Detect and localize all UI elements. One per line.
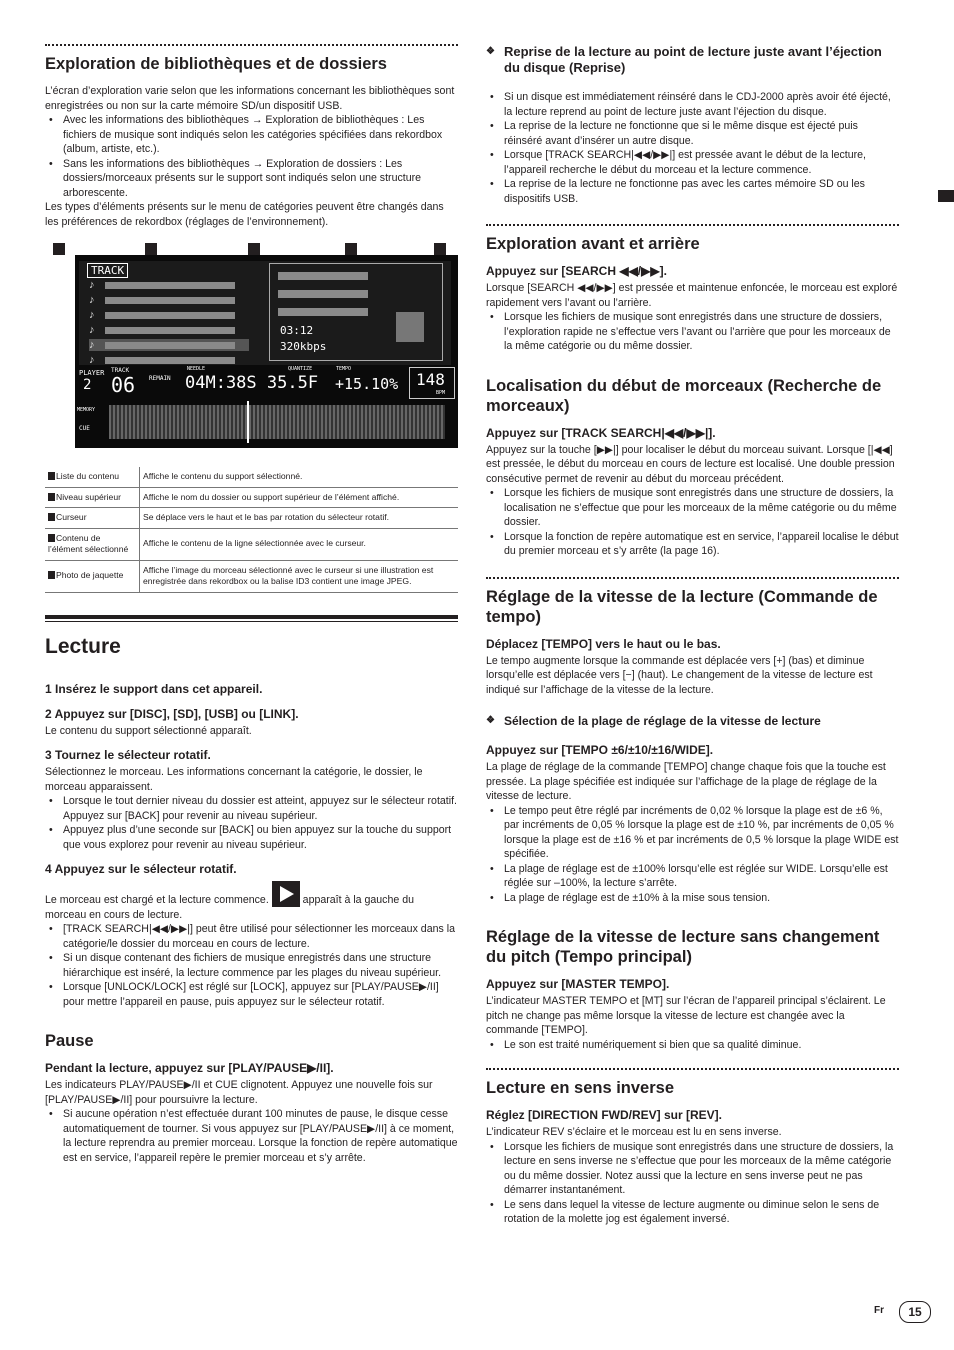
legend-key-text: Liste du contenu: [56, 471, 120, 481]
time-display: 04M:38S 35.5F: [185, 373, 319, 393]
list-item: • Sans les informations des bibliothèques → Exploration de dossiers : Les dossiers/morceaux présents sur le support sont indiqués selon une structure arborescente.: [63, 157, 458, 201]
section-title-reverse: Lecture en sens inverse: [486, 1079, 675, 1097]
track-search-text: Appuyez sur la touche [▶▶|] pour localiser le début du morceau suivant. Lorsque [|◀◀] est pressée, le début du morceau en cours de lecture est localisé. Une double pression consécutive permet de revenir au début du morceau précédent.: [486, 443, 895, 485]
info-bar: [278, 308, 368, 316]
tempo-step: Déplacez [TEMPO] vers le haut ou le bas.: [486, 636, 721, 651]
list-item: • Lorsque les fichiers de musique sont enregistrés dans une structure de dossiers, la lecture en sens inverse ne s’effectue que pour les morceaux de la même catégorie ou du même dossier. Notez aussi que la lecture en sens inverse peut ne pas démarrer instantanément.: [504, 1140, 899, 1198]
bpm-label: BPM: [436, 390, 446, 396]
list-item: ♪: [89, 324, 249, 336]
list-item: ♪: [89, 294, 249, 306]
tempo-value: +15.10%: [335, 375, 399, 393]
step-3-text: Sélectionnez le morceau. Les informations concernant la catégorie, le dossier, le morceau apparaissent.: [45, 766, 423, 793]
language-side-tab-label: Français: [900, 276, 914, 326]
table-row: [45, 487, 458, 508]
tempo-text: Le tempo augmente lorsque la commande est déplacée vers [+] (bas) et diminue lorsqu’elle est déplacée vers [−] (haut). Le changement de la vitesse de lecture est indiqué sur l’affichage de la vitesse de la lecture.: [486, 654, 873, 696]
section-divider: [486, 224, 899, 226]
step-1: 1 Insérez le support dans cet appareil.: [45, 681, 263, 696]
info-bar: [278, 290, 368, 298]
list-item: • Le tempo peut être réglé par incréments de 0,02 % lorsque la plage est de ±6 %, par incréments de 0,05 % lorsque la plage est de ±10 %, par incréments de 0,05 % lorsque la plage est de ±16 % et par incréments de 0,5 % lorsque la plage WIDE est spécifiée.: [504, 804, 899, 862]
master-tempo-step: Appuyez sur [MASTER TEMPO].: [486, 977, 670, 991]
list-item: • Lorsque [TRACK SEARCH|◀◀/▶▶|] est pressée avant le début de la lecture, l’appareil recherche le début du morceau et la lecture commence.: [504, 148, 899, 177]
list-item: • Lorsque [UNLOCK/LOCK] est réglé sur [LOCK], appuyez sur [PLAY/PAUSE▶/II] pour mettre l’appareil en pause, puis appuyez sur le sélecteur rotatif.: [63, 980, 458, 1009]
list-item: ♪: [89, 279, 249, 291]
callout-4: [345, 243, 357, 255]
legend-key: [45, 487, 140, 508]
track-bitrate: 320kbps: [280, 340, 327, 353]
memory-label: MEMORY: [77, 407, 96, 413]
left-column: [45, 44, 458, 1165]
legend-table: [45, 467, 458, 593]
jacket-photo: [396, 312, 424, 342]
section-divider: [45, 44, 458, 46]
tempo-range-text: La plage de réglage de la commande [TEMPO] change chaque fois que la touche est pressée. La plage spécifiée est indiquée sur l’affichage de la plage de réglage de la vitesse de lecture.: [486, 761, 886, 802]
reverse-step: Réglez [DIRECTION FWD/REV] sur [REV].: [486, 1108, 723, 1122]
remain-label: REMAIN: [149, 375, 171, 382]
lcd-figure: [45, 243, 458, 453]
exploration-intro: L’écran d’exploration varie selon que les informations concernant les bibliothèques sont enregistrées ou non sur la carte mémoire SD/un dispositif USB.: [45, 85, 455, 112]
track-time: 03:12: [280, 324, 314, 337]
player-label: PLAYER: [79, 369, 105, 377]
section-title-exploration: Exploration de bibliothèques et de dossiers: [45, 55, 387, 73]
step-4: 4 Appuyez sur le sélecteur rotatif.: [45, 862, 237, 876]
cursor-row: ♪: [89, 339, 249, 351]
list-item: • Si aucune opération n’est effectuée durant 100 minutes de pause, le disque cesse automatiquement de tourner. Si vous appuyez sur [PLAY/PAUSE▶/II] à ce moment, la lecture reprendra au premier morceau. Lorsque la fonction de repère automatique est en service, l’appareil repère le premier morceau et s’y arrête.: [63, 1107, 458, 1165]
table-row: [45, 528, 458, 560]
legend-desc: Affiche le contenu de la ligne sélectionnée avec le curseur.: [140, 528, 459, 560]
list-item: • Avec les informations des bibliothèques → Exploration de bibliothèques : Les fichiers de musique sont indiqués selon les catégories spécifiées dans rekordbox (album, artiste, etc.).: [63, 113, 458, 157]
list-item: ♪: [89, 309, 249, 321]
callout-1: [53, 243, 65, 255]
callout-5: [434, 243, 446, 255]
table-row: [45, 508, 458, 529]
section-title-master-tempo: Réglage de la vitesse de lecture sans changement du pitch (Tempo principal): [486, 928, 880, 966]
legend-desc: Se déplace vers le haut et le bas par rotation du sélecteur rotatif.: [140, 508, 459, 529]
section-title-track-search: Localisation du début de morceaux (Recherche de morceaux): [486, 376, 882, 415]
legend-key-text: Photo de jaquette: [56, 570, 124, 581]
right-column: [486, 44, 899, 1227]
section-divider: [486, 1068, 899, 1070]
pause-text: Les indicateurs PLAY/PAUSE▶/II et CUE clignotent. Appuyez une nouvelle fois sur [PLAY/PAUSE▶/II] pour poursuivre la lecture.: [45, 1079, 433, 1106]
tempo-range-title: ❖ Sélection de la plage de réglage de la vitesse de lecture: [486, 713, 899, 729]
pause-bullets: [45, 1107, 458, 1165]
list-item: • Appuyez plus d’une seconde sur [BACK] ou bien appuyez sur la touche du support que vous explorez pour revenir au niveau supérieur.: [63, 823, 458, 852]
track-number: 06: [111, 373, 136, 397]
page-number: 15: [899, 1301, 931, 1323]
reprise-bullets: [486, 90, 899, 206]
list-item: • Lorsque le tout dernier niveau du dossier est atteint, appuyez sur le sélecteur rotatif. Appuyez sur [BACK] pour revenir au niveau supérieur.: [63, 794, 458, 823]
step-4-text-a: Le morceau est chargé et la lecture commence.: [45, 894, 269, 906]
bpm-value: 148: [416, 370, 445, 389]
needle-label: NEEDLE: [187, 366, 206, 372]
legend-desc: Affiche le nom du dossier ou support supérieur de l’élément affiché.: [140, 487, 459, 508]
search-bullets: [486, 310, 899, 354]
exploration-after: Les types d’éléments présents sur le menu de catégories peuvent être changés dans les préférences de rekordbox (réglages de l’environnement).: [45, 201, 444, 228]
reverse-bullets: [486, 1140, 899, 1227]
list-item: • La reprise de la lecture ne fonctionne que si le même disque est éjecté puis réinséré avant d’insérer un autre disque.: [504, 119, 899, 148]
quantize-label: QUANTIZE: [288, 366, 313, 372]
legend-desc: Affiche l’image du morceau sélectionné avec le curseur si une illustration est enregistrée dans rekordbox ou la balise ID3 contient une image JPEG.: [140, 560, 459, 592]
legend-key: [45, 528, 140, 560]
list-item: • Si un disque contenant des fichiers de musique enregistrés dans une structure hiérarchique est inséré, la lecture commence par les plages du niveau supérieur.: [63, 951, 458, 980]
waveform: [109, 405, 445, 439]
master-tempo-bullets: [486, 1038, 899, 1053]
list-item: • [TRACK SEARCH|◀◀/▶▶|] peut être utilisé pour sélectionner les morceaux dans la catégorie/le dossier du morceau en cours de lecture.: [63, 922, 458, 951]
bpm-box: [409, 367, 455, 399]
pause-step: Pendant la lecture, appuyez sur [PLAY/PAUSE▶/II].: [45, 1061, 334, 1075]
section-title-lecture: Lecture: [45, 634, 121, 658]
track-label: TRACK: [111, 367, 130, 374]
section-rule-thin: [45, 621, 458, 622]
list-item: • Lorsque les fichiers de musique sont enregistrés dans une structure de dossiers, la localisation ne s’effectue que pour les morceaux de la même catégorie ou du même dossier.: [504, 486, 899, 530]
footer-language: Fr: [874, 1305, 884, 1316]
search-text: Lorsque [SEARCH ◀◀/▶▶] est pressée et maintenue enfoncée, le morceau est exploré rapidement vers l’avant ou l’arrière.: [486, 282, 898, 309]
section-title-search: Exploration avant et arrière: [486, 235, 700, 253]
reverse-text: L’indicateur REV s’éclaire et le morceau est lu en sens inverse.: [486, 1126, 782, 1138]
step-4-text: [45, 881, 458, 922]
legend-key-text: Curseur: [56, 512, 87, 522]
reprise-title: ❖ Reprise de la lecture au point de lecture juste avant l’éjection du disque (Reprise): [486, 44, 899, 76]
selected-item-content: [269, 263, 443, 361]
callout-2: [145, 243, 157, 255]
track-tag: TRACK: [87, 263, 128, 278]
legend-desc: Affiche le contenu du support sélectionné.: [140, 467, 459, 487]
player-number: 2: [83, 377, 92, 393]
callout-3: [248, 243, 260, 255]
step-3-bullets: [45, 794, 458, 852]
section-divider: [486, 577, 899, 579]
legend-key: [45, 467, 140, 487]
table-row: [45, 467, 458, 487]
track-search-bullets: [486, 486, 899, 559]
track-search-step: Appuyez sur [TRACK SEARCH|◀◀/▶▶|].: [486, 425, 716, 440]
list-item: • Le sens dans lequel la vitesse de lecture augmente ou diminue selon le sens de rotation de la molette jog est également inversé.: [504, 1198, 899, 1227]
playhead: [247, 401, 249, 443]
list-item: • Si un disque est immédiatement réinséré dans le CDJ-2000 après avoir été éjecté, la lecture reprend au point de lecture juste avant l’éjection du disque.: [504, 90, 899, 119]
list-item: • La plage de réglage est de ±10% à la mise sous tension.: [504, 891, 899, 906]
step-2-text: Le contenu du support sélectionné apparaît.: [45, 724, 252, 737]
list-item: • La reprise de la lecture ne fonctionne pas avec les cartes mémoire SD ou les dispositifs USB.: [504, 177, 899, 206]
master-tempo-text: L’indicateur MASTER TEMPO et [MT] sur l’écran de l’appareil principal s’éclairent. Le pitch ne change pas même lorsque la vitesse de lecture est changée avec la commande [TEMPO].: [486, 995, 886, 1036]
tempo-label: TEMPO: [336, 366, 352, 372]
info-bar: [278, 272, 368, 280]
language-side-tab: [900, 190, 954, 326]
lcd-screen: [75, 255, 458, 448]
legend-key: [45, 508, 140, 529]
browse-pane: [79, 261, 451, 365]
list-item: ♪: [89, 354, 249, 366]
tempo-bullets: [486, 804, 899, 906]
section-title-tempo: Réglage de la vitesse de la lecture (Commande de tempo): [486, 587, 878, 626]
step-2: 2 Appuyez sur [DISC], [SD], [USB] ou [LINK].: [45, 706, 299, 721]
list-item: • Lorsque la fonction de repère automatique est en service, l’appareil localise le début du premier morceau et s’y arrête (la page 16).: [504, 530, 899, 559]
play-icon: [272, 881, 300, 907]
legend-key-text: Niveau supérieur: [56, 491, 121, 502]
legend-key-text: Contenu de l’élément sélectionné: [48, 532, 129, 554]
search-step: Appuyez sur [SEARCH ◀◀/▶▶].: [486, 264, 667, 278]
step-3: 3 Tournez le sélecteur rotatif.: [45, 748, 211, 762]
section-title-pause: Pause: [45, 1032, 94, 1050]
list-item: • La plage de réglage est de ±100% lorsqu’elle est réglée sur WIDE. Lorsqu’elle est réglée sur –100%, la lecture s’arrête.: [504, 862, 899, 891]
tempo-range-step: Appuyez sur [TEMPO ±6/±10/±16/WIDE].: [486, 743, 714, 757]
list-item: • Le son est traité numériquement si bien que sa qualité diminue.: [504, 1038, 899, 1053]
exploration-bullets: [45, 113, 458, 200]
step-4-text-b: apparaît à la gauche du morceau en cours de lecture.: [45, 894, 414, 921]
section-rule: [45, 615, 458, 619]
legend-key: [45, 560, 140, 592]
cue-label: CUE: [79, 425, 90, 432]
step-4-bullets: [45, 922, 458, 1009]
list-item: • Lorsque les fichiers de musique sont enregistrés dans une structure de dossiers, l’exploration rapide ne s’effectue vers l’avant ou l’arrière que pour les morceaux de la même catégorie ou du même dossier.: [504, 310, 899, 354]
table-row: [45, 560, 458, 592]
